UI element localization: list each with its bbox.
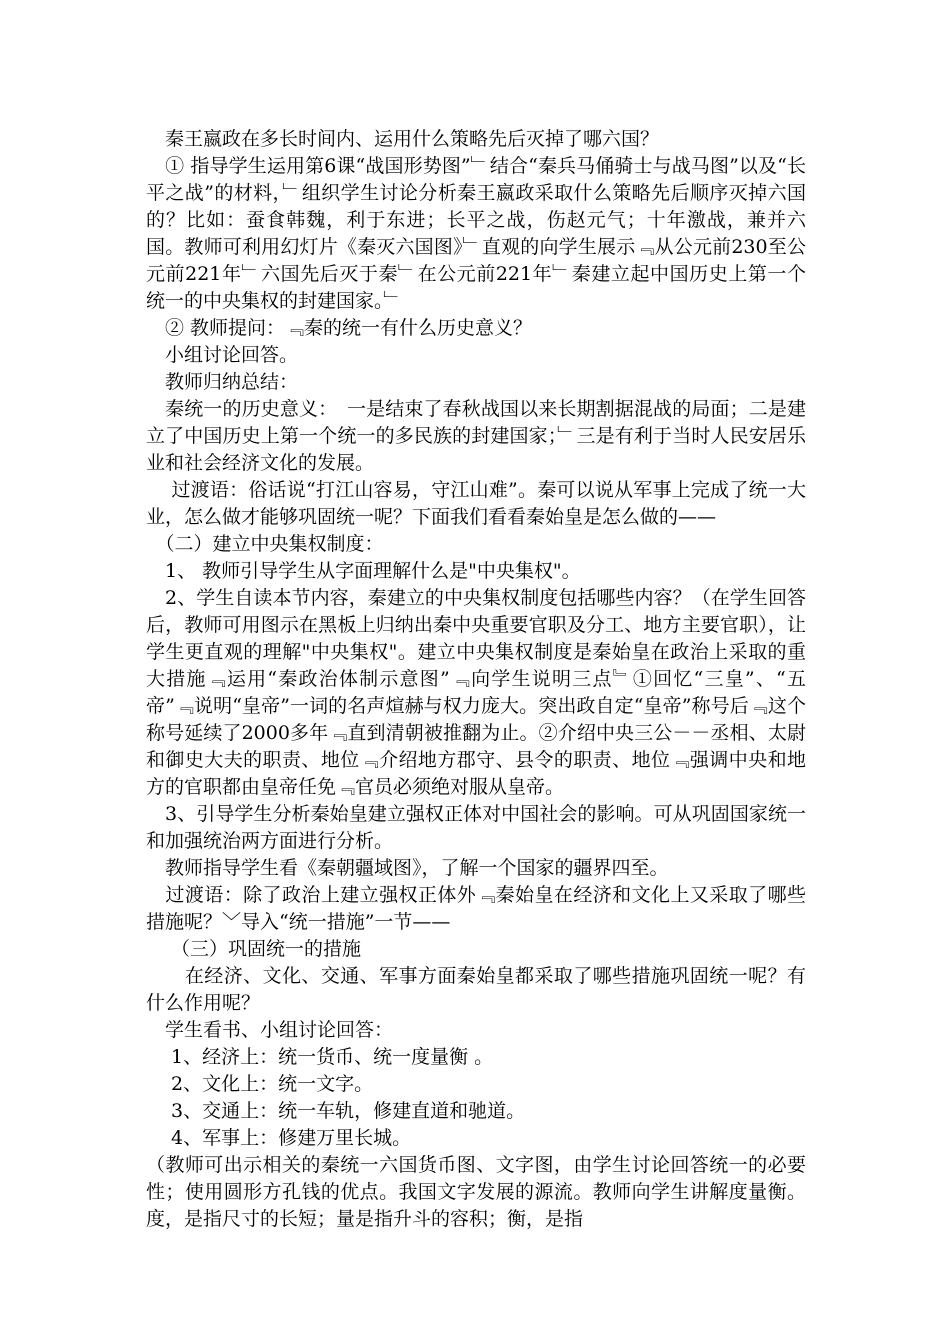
transition-paragraph: 过渡语：俗话说“打江山容易，守江山难”。秦可以说从军事上完成了统一大业，怎么做才能够巩固统一呢？下面我们看看秦始皇是怎么做的—— <box>146 479 806 528</box>
measure-item-transport: 3、交通上：统一车轨，修建直道和驰道。 <box>146 1100 526 1122</box>
measure-item-military: 4、军事上：修建万里长城。 <box>146 1127 412 1149</box>
group-discussion-paragraph: 小组讨论回答。 <box>146 344 299 366</box>
guide-students-paragraph: ① 指导学生运用第6课“战国形势图”﹂结合“秦兵马俑骑士与战马图”以及“长平之战”的材料，﹂组织学生讨论分析秦王嬴政采取什么策略先后顺序灭掉六国的？比如：蚕食韩魏，利于东进；长平之战，伤赵元气；十年激战，兼并六国。教师可利用幻灯片《秦灭六国图》﹂直观的向学生展示﹃从公元前230至公元前221年﹂六国先后灭于秦﹂在公元前221年﹂秦建立起中国历史上第一个统一的中央集权的封建国家。﹂ <box>146 155 806 312</box>
list-item-3: 3、引导学生分析秦始皇建立强权正体对中国社会的影响。可从巩固国家统一和加强统治两方面进行分析。 <box>146 803 806 852</box>
historical-significance-paragraph: 秦统一的历史意义： 一是结束了春秋战国以来长期割据混战的局面；二是建立了中国历史上第一个统一的多民族的封建国家；﹂三是有利于当时人民安居乐业和社会经济文化的发展。 <box>146 398 806 474</box>
section-heading-2: （二）建立中央集权制度： <box>146 533 384 555</box>
students-answer-paragraph: 学生看书、小组讨论回答： <box>146 1019 394 1041</box>
section-heading-3: （三）巩固统一的措施 <box>146 938 362 960</box>
transition-paragraph-2: 过渡语：除了政治上建立强权正体外﹃秦始皇在经济和文化上又采取了哪些措施呢？﹀导入“统一措施”一节—— <box>146 884 806 933</box>
question-paragraph: 秦王嬴政在多长时间内、运用什么策略先后灭掉了哪六国？ <box>146 128 660 150</box>
measures-question-paragraph: 在经济、文化、交通、军事方面秦始皇都采取了哪些措施巩固统一呢？有什么作用呢？ <box>146 965 806 1014</box>
document-body <box>146 126 806 1233</box>
teacher-question-paragraph: ② 教师提问：﹃秦的统一有什么历史意义？ <box>146 317 533 339</box>
measure-item-culture: 2、文化上：统一文字。 <box>146 1073 374 1095</box>
list-item-2: 2、学生自读本节内容，秦建立的中央集权制度包括哪些内容？（在学生回答后，教师可用图示在黑板上归纳出秦中央重要官职及分工、地方主要官职），让学生更直观的理解"中央集权"。建立中央集权制度是秦始皇在政治上采取的重大措施﹃运用“秦政治体制示意图”﹃向学生说明三点﹄①回忆“三皇”、“五帝”﹃说明“皇帝”一词的名声煊赫与权力庞大。突出政自定“皇帝”称号后﹃这个称号延续了2000多年﹃直到清朝被推翻为止。②介绍中央三公－－丞相、太尉和御史大夫的职责、地位﹃介绍地方郡守、县令的职责、地位﹃强调中央和地方的官职都由皇帝任免﹃官员必须绝对服从皇帝。 <box>146 587 806 798</box>
teacher-note-paragraph: （教师可出示相关的秦统一六国货币图、文字图，由学生讨论回答统一的必要性；使用圆形方孔钱的优点。我国文字发展的源流。教师向学生讲解度量衡。度，是指尺寸的长短；量是指升斗的容积；衡，是指 <box>146 1154 806 1230</box>
measure-item-economy: 1、经济上：统一货币、统一度量衡 。 <box>146 1046 494 1068</box>
teacher-summary-paragraph: 教师归纳总结： <box>146 371 299 393</box>
map-guide-paragraph: 教师指导学生看《秦朝疆域图》，了解一个国家的疆界四至。 <box>146 857 669 879</box>
list-item-1: 1、 教师引导学生从字面理解什么是"中央集权"。 <box>146 560 581 582</box>
